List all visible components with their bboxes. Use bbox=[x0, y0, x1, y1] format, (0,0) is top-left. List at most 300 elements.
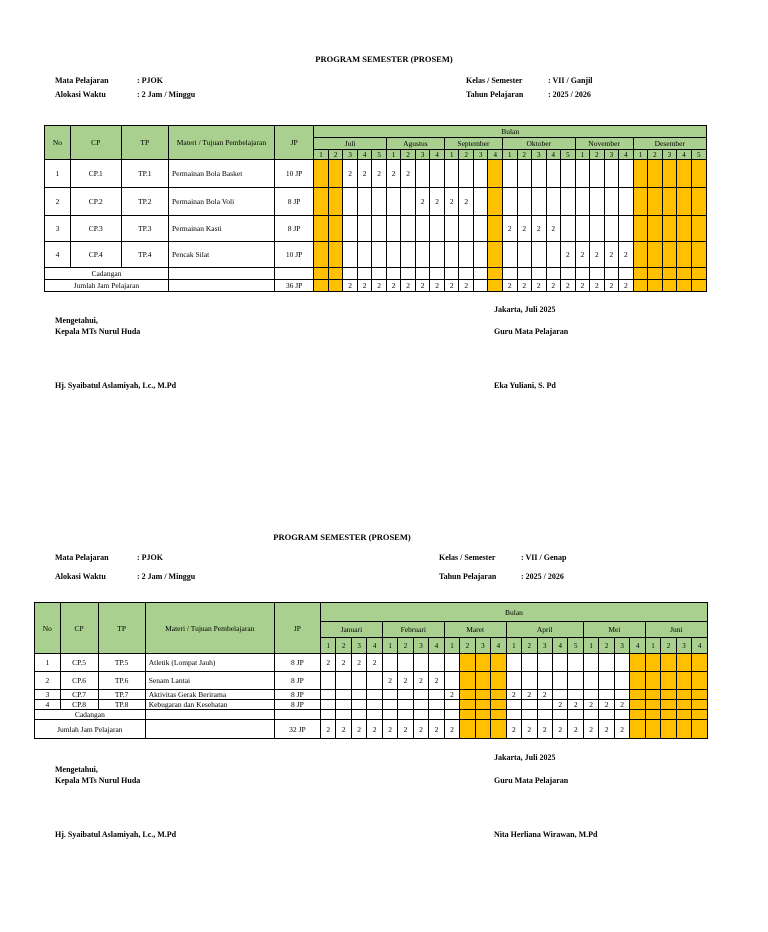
week-cell bbox=[413, 710, 428, 720]
week-header: 3 bbox=[532, 150, 547, 160]
week-cell bbox=[648, 160, 663, 188]
week-cell bbox=[506, 672, 521, 690]
tahun-value: : 2025 / 2026 bbox=[548, 90, 591, 99]
week-header: 2 bbox=[460, 638, 475, 654]
week-cell bbox=[561, 188, 576, 216]
kelas-label: Kelas / Semester bbox=[466, 76, 523, 85]
week-cell bbox=[491, 700, 506, 710]
week-header: 2 bbox=[517, 150, 532, 160]
week-cell bbox=[648, 216, 663, 242]
week-cell: 2 bbox=[561, 280, 576, 292]
row-tp: TP.6 bbox=[98, 672, 145, 690]
week-header: 2 bbox=[401, 150, 416, 160]
week-cell: 2 bbox=[382, 720, 397, 739]
row-no: 4 bbox=[45, 242, 71, 268]
week-cell bbox=[590, 216, 605, 242]
week-cell bbox=[662, 188, 677, 216]
week-cell bbox=[630, 690, 645, 700]
week-cell bbox=[599, 672, 614, 690]
guru-title: Guru Mata Pelajaran bbox=[494, 776, 569, 785]
week-cell bbox=[382, 690, 397, 700]
week-cell bbox=[328, 216, 343, 242]
week-cell: 2 bbox=[561, 242, 576, 268]
week-header: 1 bbox=[382, 638, 397, 654]
week-header: 3 bbox=[343, 150, 358, 160]
week-cell bbox=[645, 690, 660, 700]
week-cell bbox=[506, 710, 521, 720]
week-cell bbox=[357, 188, 372, 216]
week-cell bbox=[475, 654, 490, 672]
week-cell bbox=[553, 654, 568, 672]
alokasi-value: : 2 Jam / Minggu bbox=[137, 572, 196, 581]
place-date: Jakarta, Juli 2025 bbox=[494, 753, 556, 762]
week-cell bbox=[415, 268, 430, 280]
week-cell: 2 bbox=[430, 280, 445, 292]
week-cell bbox=[386, 242, 401, 268]
page-title: PROGRAM SEMESTER (PROSEM) bbox=[315, 54, 453, 64]
week-cell bbox=[460, 672, 475, 690]
jumlah-jp: 32 JP bbox=[274, 720, 320, 739]
row-no: 2 bbox=[35, 672, 61, 690]
week-cell bbox=[619, 188, 634, 216]
week-cell bbox=[599, 654, 614, 672]
row-materi: Permainan Bola Voli bbox=[168, 188, 274, 216]
table-row bbox=[45, 160, 707, 188]
week-cell: 2 bbox=[604, 280, 619, 292]
week-cell bbox=[382, 710, 397, 720]
place-date: Jakarta, Juli 2025 bbox=[494, 305, 556, 314]
week-header: 1 bbox=[503, 150, 518, 160]
mapel-value: : PJOK bbox=[137, 553, 163, 562]
week-cell bbox=[604, 216, 619, 242]
week-cell bbox=[614, 710, 629, 720]
row-tp: TP.1 bbox=[121, 160, 168, 188]
week-cell bbox=[676, 710, 691, 720]
week-header: 3 bbox=[415, 150, 430, 160]
week-cell: 2 bbox=[444, 720, 459, 739]
week-cell bbox=[314, 188, 329, 216]
week-header: 2 bbox=[328, 150, 343, 160]
week-header: 5 bbox=[568, 638, 583, 654]
week-cell bbox=[460, 710, 475, 720]
week-cell bbox=[537, 710, 552, 720]
week-cell bbox=[583, 690, 598, 700]
month-header: Januari bbox=[320, 622, 382, 638]
kepala-title: Kepala MTs Nurul Huda bbox=[55, 327, 141, 336]
week-cell bbox=[351, 690, 366, 700]
week-cell bbox=[488, 268, 503, 280]
week-cell bbox=[522, 700, 537, 710]
kepala-name: Hj. Syaibatul Aslamiyah, Lc., M.Pd bbox=[55, 830, 177, 839]
week-cell: 2 bbox=[459, 188, 474, 216]
week-cell bbox=[357, 216, 372, 242]
week-cell bbox=[491, 672, 506, 690]
jumlah-materi bbox=[168, 280, 274, 292]
cadangan-materi bbox=[168, 268, 274, 280]
week-cell bbox=[691, 268, 706, 280]
week-cell bbox=[590, 188, 605, 216]
week-cell bbox=[459, 160, 474, 188]
week-cell bbox=[561, 268, 576, 280]
week-cell bbox=[692, 690, 708, 700]
week-header: 5 bbox=[691, 150, 706, 160]
week-cell bbox=[661, 710, 676, 720]
week-header: 3 bbox=[351, 638, 366, 654]
week-cell bbox=[661, 700, 676, 710]
row-cp: CP.5 bbox=[60, 654, 98, 672]
week-cell bbox=[633, 268, 648, 280]
week-header: 1 bbox=[583, 638, 598, 654]
week-cell bbox=[568, 654, 583, 672]
week-header: 2 bbox=[590, 150, 605, 160]
week-cell bbox=[459, 268, 474, 280]
week-cell: 2 bbox=[459, 280, 474, 292]
week-header: 3 bbox=[537, 638, 552, 654]
week-cell bbox=[401, 216, 416, 242]
week-cell: 2 bbox=[590, 280, 605, 292]
week-cell bbox=[328, 160, 343, 188]
week-cell bbox=[691, 160, 706, 188]
month-header: September bbox=[444, 138, 502, 150]
week-cell bbox=[415, 242, 430, 268]
week-cell bbox=[532, 242, 547, 268]
header-tp: TP bbox=[98, 603, 145, 654]
week-header: 4 bbox=[619, 150, 634, 160]
week-cell bbox=[568, 672, 583, 690]
week-cell: 2 bbox=[546, 216, 561, 242]
week-cell bbox=[429, 690, 444, 700]
week-cell bbox=[546, 160, 561, 188]
header-cp: CP bbox=[60, 603, 98, 654]
row-tp: TP.5 bbox=[98, 654, 145, 672]
week-cell bbox=[491, 690, 506, 700]
week-header: 3 bbox=[614, 638, 629, 654]
month-header: Maret bbox=[444, 622, 506, 638]
week-cell bbox=[328, 188, 343, 216]
week-cell bbox=[401, 242, 416, 268]
week-cell bbox=[517, 268, 532, 280]
week-cell bbox=[662, 268, 677, 280]
week-cell bbox=[614, 672, 629, 690]
week-cell: 2 bbox=[398, 720, 413, 739]
week-cell bbox=[662, 160, 677, 188]
week-header: 1 bbox=[444, 150, 459, 160]
mengetahui-label: Mengetahui, bbox=[55, 316, 98, 325]
row-materi: Permainan Kasti bbox=[168, 216, 274, 242]
kelas-value: : VII / Genap bbox=[521, 553, 567, 562]
week-cell: 2 bbox=[444, 280, 459, 292]
week-cell bbox=[475, 700, 490, 710]
week-cell bbox=[460, 700, 475, 710]
week-cell: 2 bbox=[532, 216, 547, 242]
cadangan-materi bbox=[145, 710, 274, 720]
week-cell bbox=[575, 160, 590, 188]
week-cell: 2 bbox=[444, 690, 459, 700]
week-cell bbox=[413, 690, 428, 700]
week-header: 4 bbox=[488, 150, 503, 160]
week-cell bbox=[633, 216, 648, 242]
row-jp: 8 JP bbox=[274, 690, 320, 700]
row-jp: 8 JP bbox=[274, 672, 320, 690]
week-header: 4 bbox=[692, 638, 708, 654]
week-cell bbox=[430, 242, 445, 268]
week-cell bbox=[692, 672, 708, 690]
row-cp: CP.6 bbox=[60, 672, 98, 690]
week-cell: 2 bbox=[429, 720, 444, 739]
week-header: 3 bbox=[475, 638, 490, 654]
guru-name: Nita Herliana Wirawan, M.Pd bbox=[494, 830, 598, 839]
week-cell bbox=[614, 690, 629, 700]
week-cell bbox=[677, 188, 692, 216]
week-cell: 2 bbox=[401, 280, 416, 292]
alokasi-label: Alokasi Waktu bbox=[55, 90, 106, 99]
week-cell bbox=[532, 188, 547, 216]
week-cell: 2 bbox=[619, 242, 634, 268]
week-header: 5 bbox=[372, 150, 387, 160]
week-cell bbox=[460, 720, 475, 739]
week-cell bbox=[336, 690, 351, 700]
table-row bbox=[35, 700, 708, 710]
row-cp: CP.8 bbox=[60, 700, 98, 710]
week-cell bbox=[328, 242, 343, 268]
week-cell bbox=[561, 160, 576, 188]
week-cell bbox=[583, 654, 598, 672]
week-cell: 2 bbox=[413, 720, 428, 739]
week-cell bbox=[692, 710, 708, 720]
week-cell bbox=[372, 268, 387, 280]
kepala-name: Hj. Syaibatul Aslamiyah, Lc., M.Pd bbox=[55, 381, 177, 390]
week-cell bbox=[351, 710, 366, 720]
week-cell bbox=[314, 268, 329, 280]
week-cell bbox=[661, 690, 676, 700]
week-cell bbox=[429, 710, 444, 720]
week-cell bbox=[473, 216, 488, 242]
week-cell bbox=[583, 672, 598, 690]
kelas-value: : VII / Ganjil bbox=[548, 76, 593, 85]
row-jp: 8 JP bbox=[274, 216, 313, 242]
kepala-title: Kepala MTs Nurul Huda bbox=[55, 776, 141, 785]
week-cell bbox=[314, 216, 329, 242]
week-cell: 2 bbox=[517, 216, 532, 242]
week-cell: 2 bbox=[444, 188, 459, 216]
week-cell bbox=[398, 710, 413, 720]
week-header: 1 bbox=[645, 638, 660, 654]
week-cell bbox=[488, 188, 503, 216]
week-cell bbox=[367, 710, 382, 720]
week-cell bbox=[460, 690, 475, 700]
week-cell bbox=[386, 268, 401, 280]
week-header: 1 bbox=[386, 150, 401, 160]
row-tp: TP.4 bbox=[121, 242, 168, 268]
week-cell bbox=[372, 242, 387, 268]
week-cell: 2 bbox=[415, 280, 430, 292]
month-header: Agustus bbox=[386, 138, 444, 150]
week-cell bbox=[633, 160, 648, 188]
tahun-label: Tahun Pelajaran bbox=[439, 572, 497, 581]
week-cell bbox=[444, 160, 459, 188]
week-cell bbox=[430, 160, 445, 188]
table-row bbox=[35, 672, 708, 690]
row-no: 3 bbox=[45, 216, 71, 242]
week-cell bbox=[553, 710, 568, 720]
week-cell: 2 bbox=[568, 700, 583, 710]
week-cell bbox=[357, 268, 372, 280]
week-cell: 2 bbox=[336, 720, 351, 739]
week-cell bbox=[475, 690, 490, 700]
week-cell bbox=[676, 654, 691, 672]
week-header: 3 bbox=[413, 638, 428, 654]
week-cell bbox=[691, 280, 706, 292]
page-title: PROGRAM SEMESTER (PROSEM) bbox=[273, 532, 411, 542]
week-cell bbox=[343, 242, 358, 268]
row-tp: TP.7 bbox=[98, 690, 145, 700]
week-cell: 2 bbox=[599, 700, 614, 710]
week-cell bbox=[336, 710, 351, 720]
week-cell: 2 bbox=[503, 280, 518, 292]
week-cell bbox=[517, 160, 532, 188]
week-cell bbox=[537, 700, 552, 710]
row-tp: TP.2 bbox=[121, 188, 168, 216]
row-no: 1 bbox=[45, 160, 71, 188]
week-cell bbox=[506, 654, 521, 672]
week-cell bbox=[503, 188, 518, 216]
week-cell bbox=[429, 654, 444, 672]
month-header: November bbox=[575, 138, 633, 150]
week-cell bbox=[444, 654, 459, 672]
week-cell bbox=[692, 700, 708, 710]
week-cell: 2 bbox=[599, 720, 614, 739]
week-cell bbox=[662, 216, 677, 242]
row-cp: CP.2 bbox=[70, 188, 121, 216]
week-cell bbox=[546, 188, 561, 216]
week-cell bbox=[633, 242, 648, 268]
table-row bbox=[45, 188, 707, 216]
week-cell: 2 bbox=[429, 672, 444, 690]
week-cell bbox=[398, 654, 413, 672]
week-header: 4 bbox=[546, 150, 561, 160]
week-cell bbox=[648, 280, 663, 292]
week-cell bbox=[676, 672, 691, 690]
week-cell bbox=[328, 280, 343, 292]
week-cell bbox=[488, 242, 503, 268]
week-cell bbox=[691, 216, 706, 242]
week-cell bbox=[661, 672, 676, 690]
row-jp: 10 JP bbox=[274, 242, 313, 268]
row-no: 1 bbox=[35, 654, 61, 672]
week-cell bbox=[619, 268, 634, 280]
week-header: 3 bbox=[473, 150, 488, 160]
month-header: Februari bbox=[382, 622, 444, 638]
week-cell: 2 bbox=[568, 720, 583, 739]
week-cell: 2 bbox=[575, 280, 590, 292]
week-cell bbox=[619, 216, 634, 242]
week-cell bbox=[415, 160, 430, 188]
week-header: 4 bbox=[677, 150, 692, 160]
row-jp: 8 JP bbox=[274, 700, 320, 710]
header-jp: JP bbox=[274, 603, 320, 654]
row-materi: Kebugaran dan Kesehatan bbox=[145, 700, 274, 710]
row-materi: Permainan Bola Basket bbox=[168, 160, 274, 188]
week-header: 3 bbox=[604, 150, 619, 160]
week-cell bbox=[336, 672, 351, 690]
week-cell bbox=[320, 710, 335, 720]
week-header: 4 bbox=[429, 638, 444, 654]
table-row bbox=[45, 242, 707, 268]
jumlah-jp: 36 JP bbox=[274, 280, 313, 292]
week-cell bbox=[546, 268, 561, 280]
week-cell bbox=[614, 654, 629, 672]
row-tp: TP.3 bbox=[121, 216, 168, 242]
week-header: 3 bbox=[676, 638, 691, 654]
week-cell: 2 bbox=[503, 216, 518, 242]
week-cell: 2 bbox=[398, 672, 413, 690]
week-cell bbox=[444, 700, 459, 710]
week-cell: 2 bbox=[367, 654, 382, 672]
week-header: 4 bbox=[630, 638, 645, 654]
week-cell bbox=[630, 710, 645, 720]
week-cell bbox=[553, 672, 568, 690]
week-cell bbox=[692, 720, 708, 739]
week-header: 4 bbox=[357, 150, 372, 160]
month-header: Oktober bbox=[503, 138, 576, 150]
week-cell: 2 bbox=[506, 690, 521, 700]
week-cell bbox=[351, 672, 366, 690]
week-cell bbox=[676, 690, 691, 700]
week-cell bbox=[537, 672, 552, 690]
week-header: 1 bbox=[506, 638, 521, 654]
week-cell bbox=[328, 268, 343, 280]
week-cell bbox=[473, 160, 488, 188]
row-no: 4 bbox=[35, 700, 61, 710]
week-cell bbox=[691, 188, 706, 216]
week-cell bbox=[677, 216, 692, 242]
week-cell bbox=[575, 188, 590, 216]
week-cell bbox=[677, 160, 692, 188]
week-cell: 2 bbox=[522, 720, 537, 739]
week-cell bbox=[517, 242, 532, 268]
week-header: 4 bbox=[367, 638, 382, 654]
week-cell bbox=[532, 268, 547, 280]
week-header: 2 bbox=[336, 638, 351, 654]
header-materi: Materi / Tujuan Pembelajaran bbox=[168, 126, 274, 160]
week-header: 5 bbox=[561, 150, 576, 160]
week-cell bbox=[460, 654, 475, 672]
week-cell bbox=[444, 242, 459, 268]
week-cell bbox=[475, 710, 490, 720]
week-cell: 2 bbox=[619, 280, 634, 292]
header-tp: TP bbox=[121, 126, 168, 160]
week-header: 1 bbox=[444, 638, 459, 654]
mapel-label: Mata Pelajaran bbox=[55, 76, 109, 85]
month-header: Desember bbox=[633, 138, 706, 150]
week-cell bbox=[645, 720, 660, 739]
week-cell bbox=[372, 188, 387, 216]
week-cell bbox=[415, 216, 430, 242]
week-cell: 2 bbox=[583, 700, 598, 710]
month-header: April bbox=[506, 622, 583, 638]
row-materi: Senam Lantai bbox=[145, 672, 274, 690]
guru-title: Guru Mata Pelajaran bbox=[494, 327, 569, 336]
week-header: 2 bbox=[459, 150, 474, 160]
week-header: 2 bbox=[661, 638, 676, 654]
week-cell bbox=[430, 216, 445, 242]
week-header: 2 bbox=[398, 638, 413, 654]
week-cell bbox=[575, 268, 590, 280]
week-cell: 2 bbox=[357, 280, 372, 292]
week-cell bbox=[630, 672, 645, 690]
week-cell bbox=[546, 242, 561, 268]
cadangan-jp bbox=[274, 710, 320, 720]
